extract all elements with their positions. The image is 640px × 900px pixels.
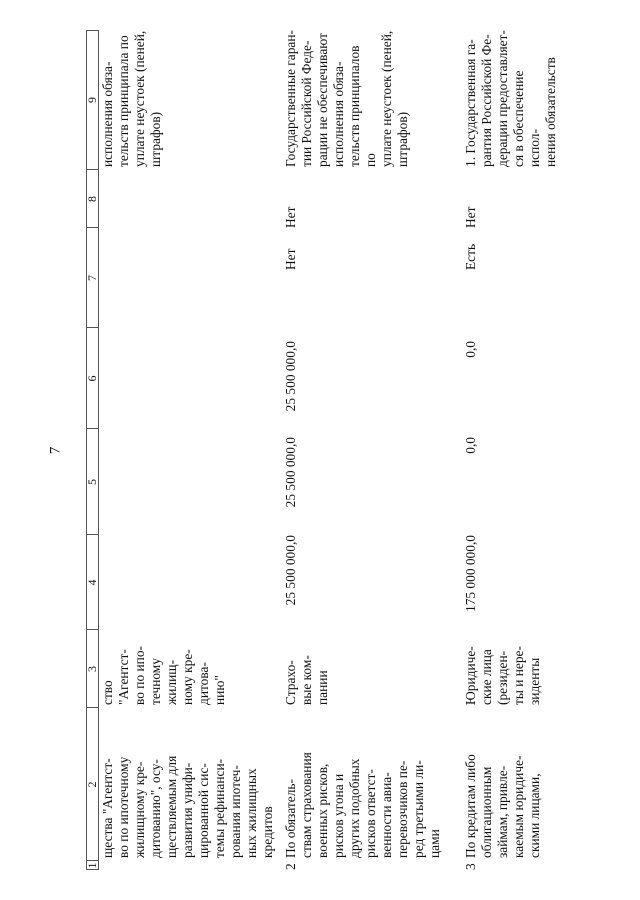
cell-object: По кредитам либо облигационным займам, привле- каемым юридиче- скими лицами, <box>463 754 542 858</box>
row-number: 3 <box>463 863 478 870</box>
cell-amount-year-1: 0,0 <box>463 437 478 454</box>
cell-conditions: исполнения обяза- тельств принципала по уплате неустоек (пеней, штрафов) <box>100 30 163 167</box>
cell-conditions: 1. Государственная га- рантия Российской Фе- дерации предоставляет- ся в обеспечение испол- нения обязательств <box>463 30 558 167</box>
header-cell-6: 6 <box>85 375 99 382</box>
page-number: 7 <box>47 446 64 455</box>
header-top-rule <box>86 30 87 870</box>
column-rule <box>86 629 98 630</box>
rotated-table <box>86 30 621 870</box>
cell-collateral: Нет <box>283 206 298 228</box>
cell-total-amount: 25 500 000,0 <box>283 535 298 606</box>
cell-conditions: Государственные гаран- тии Российской Феде- рации не обеспечивают исполнения обяза- тельств принципалов по уплате неустоек (пеней, штрафов) <box>283 30 410 167</box>
header-bottom-rule <box>98 30 99 870</box>
cell-object: щества "Агентст- во по ипотечному жилищному кре- дитованию", осу- ществляемым для развития унифи- цированной сис- темы рефинанси- рования ипотеч- ных жилищных кредитов <box>100 755 275 858</box>
cell-collateral: Нет <box>463 206 478 228</box>
header-cell-3: 3 <box>85 666 99 672</box>
cell-amount-year-2: 0,0 <box>463 341 478 358</box>
header-cell-1: 1 <box>85 862 99 869</box>
header-cell-4: 4 <box>85 579 99 586</box>
column-rule <box>86 869 98 870</box>
column-rule <box>86 860 98 861</box>
column-rule <box>86 227 98 228</box>
header-cell-7: 7 <box>85 275 99 281</box>
cell-principal: Страхо- вые ком- пании <box>283 655 330 705</box>
column-rule <box>86 169 98 170</box>
header-cell-2: 2 <box>85 781 99 788</box>
column-rule <box>86 30 98 31</box>
column-rule <box>86 707 98 708</box>
row-number: 2 <box>283 863 298 870</box>
column-rule <box>86 428 98 429</box>
cell-object: По обязатель- ствам страхования военных рисков, рисков угона и других подобных рисков ответст- венности авиа- перевозчиков пе- ред третьими ли- цами <box>283 752 442 858</box>
cell-principal: ство "Агентст- во по ипо- течному жилищ- ному кре- дитова- нию" <box>100 646 227 705</box>
cell-recourse: Нет <box>283 248 298 270</box>
cell-total-amount: 175 000 000,0 <box>463 535 478 612</box>
column-rule <box>86 327 98 328</box>
header-cell-9: 9 <box>85 97 99 103</box>
cell-amount-year-2: 25 500 000,0 <box>283 341 298 412</box>
cell-principal: Юридиче- ские лица (резиден- ты и нере- зиденты <box>463 646 542 705</box>
cell-recourse: Есть <box>463 243 478 270</box>
header-cell-5: 5 <box>85 479 99 485</box>
cell-amount-year-1: 25 500 000,0 <box>283 437 298 508</box>
column-rule <box>86 534 98 535</box>
header-cell-8: 8 <box>85 196 99 202</box>
